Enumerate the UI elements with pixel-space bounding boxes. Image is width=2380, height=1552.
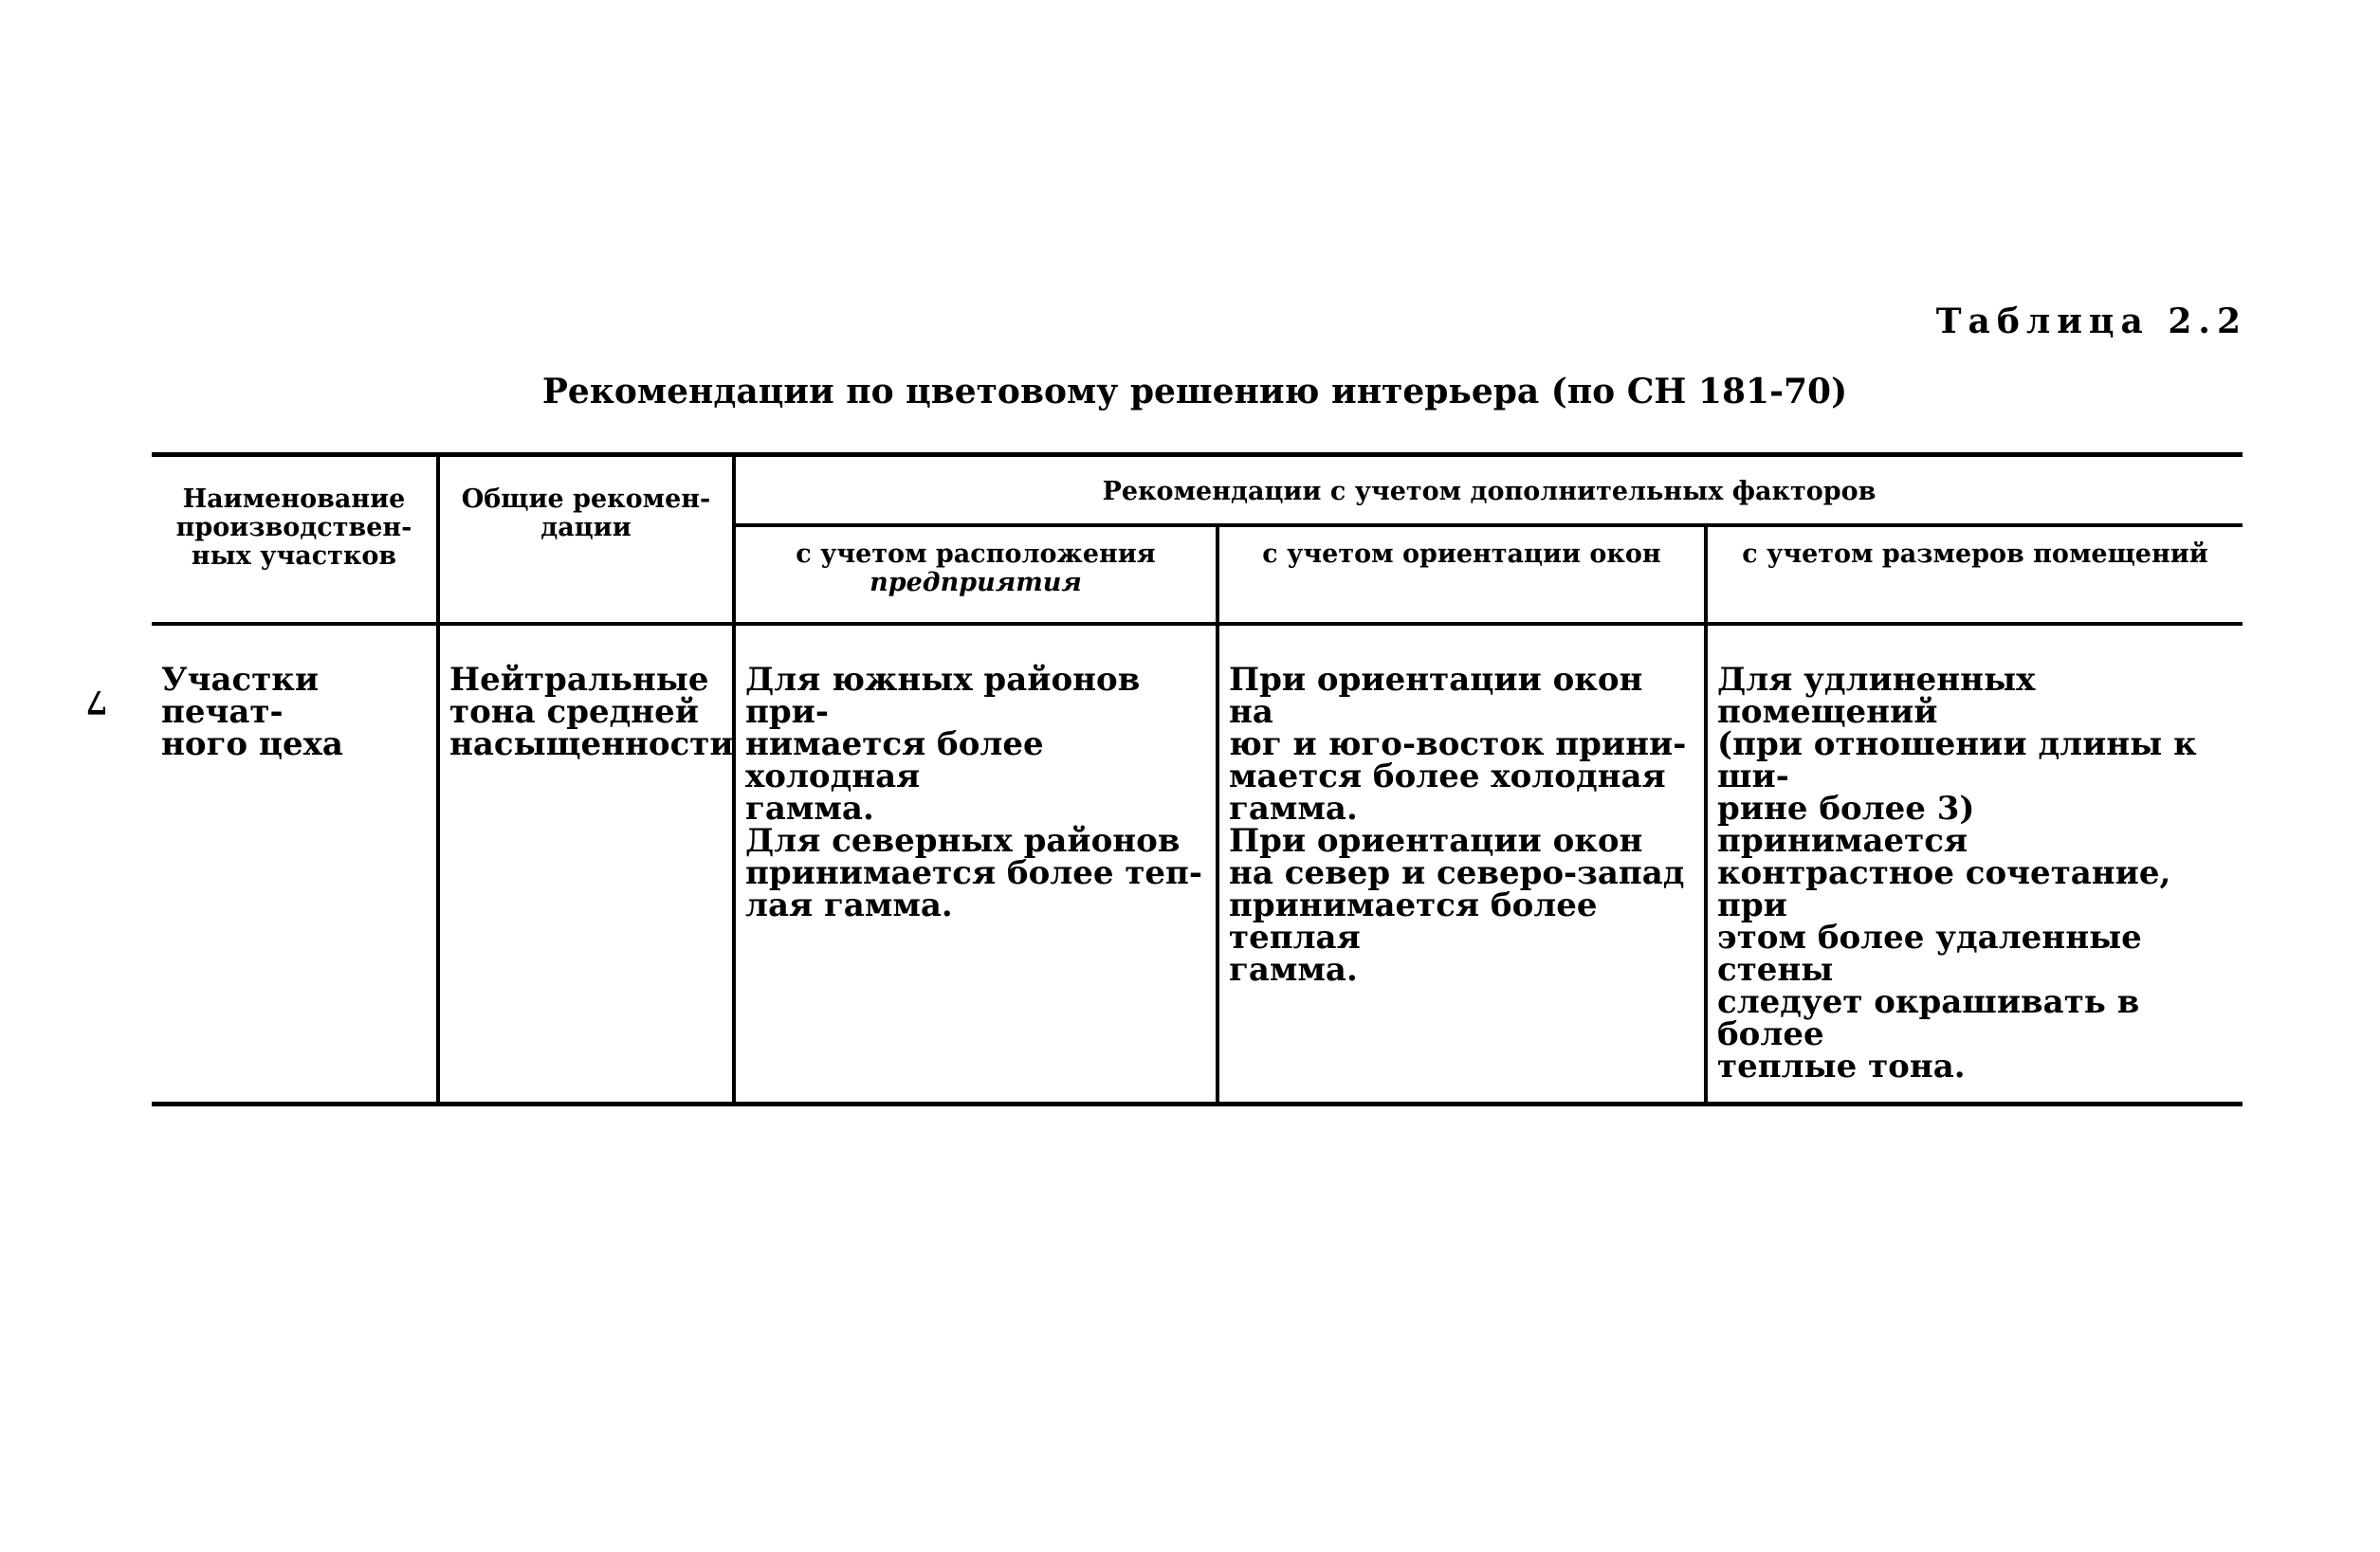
- header-location-line1: с учетом расположения: [796, 539, 1156, 569]
- table-row: [152, 624, 2243, 1105]
- header-location: [734, 525, 1217, 624]
- header-window-orientation: с учетом ориентации окон: [1217, 525, 1706, 624]
- header-production-areas: Наименование производствен-ных участков: [152, 455, 438, 625]
- cell-orientation: При ориентации окон на юг и юго-восток прини- мается более холодная гамма. При ориентации окон на север и северо-запад принимается более теплая гамма.: [1217, 624, 1706, 1105]
- page-number-mark: 7: [85, 683, 108, 721]
- cell-size: Для удлиненных помещений (при отношении длины к ши- рине более 3) принимается контрастное сочетание, при этом более удаленные стены следует окрашивать в более теплые тона.: [1706, 624, 2243, 1105]
- header-additional-factors: Рекомендации с учетом дополнительных факторов: [734, 455, 2243, 526]
- header-general-recommendations: Общие рекомен-дации: [438, 455, 734, 625]
- table-number: Таблица 2.2: [1935, 301, 2247, 341]
- cell-area: Участки печат- ного цеха: [152, 624, 438, 1105]
- recommendations-table: [152, 452, 2243, 1106]
- cell-location: Для южных районов при- нимается более холодная гамма. Для северных районов принимается более теп- лая гамма.: [734, 624, 1217, 1105]
- document-title: Рекомендации по цветовому решению интерьера (по СН 181-70): [541, 372, 1848, 411]
- cell-general: Нейтральные тона средней насыщенности: [438, 624, 734, 1105]
- header-location-line2: предприятия: [870, 568, 1082, 597]
- header-room-size: с учетом размеров помещений: [1706, 525, 2243, 624]
